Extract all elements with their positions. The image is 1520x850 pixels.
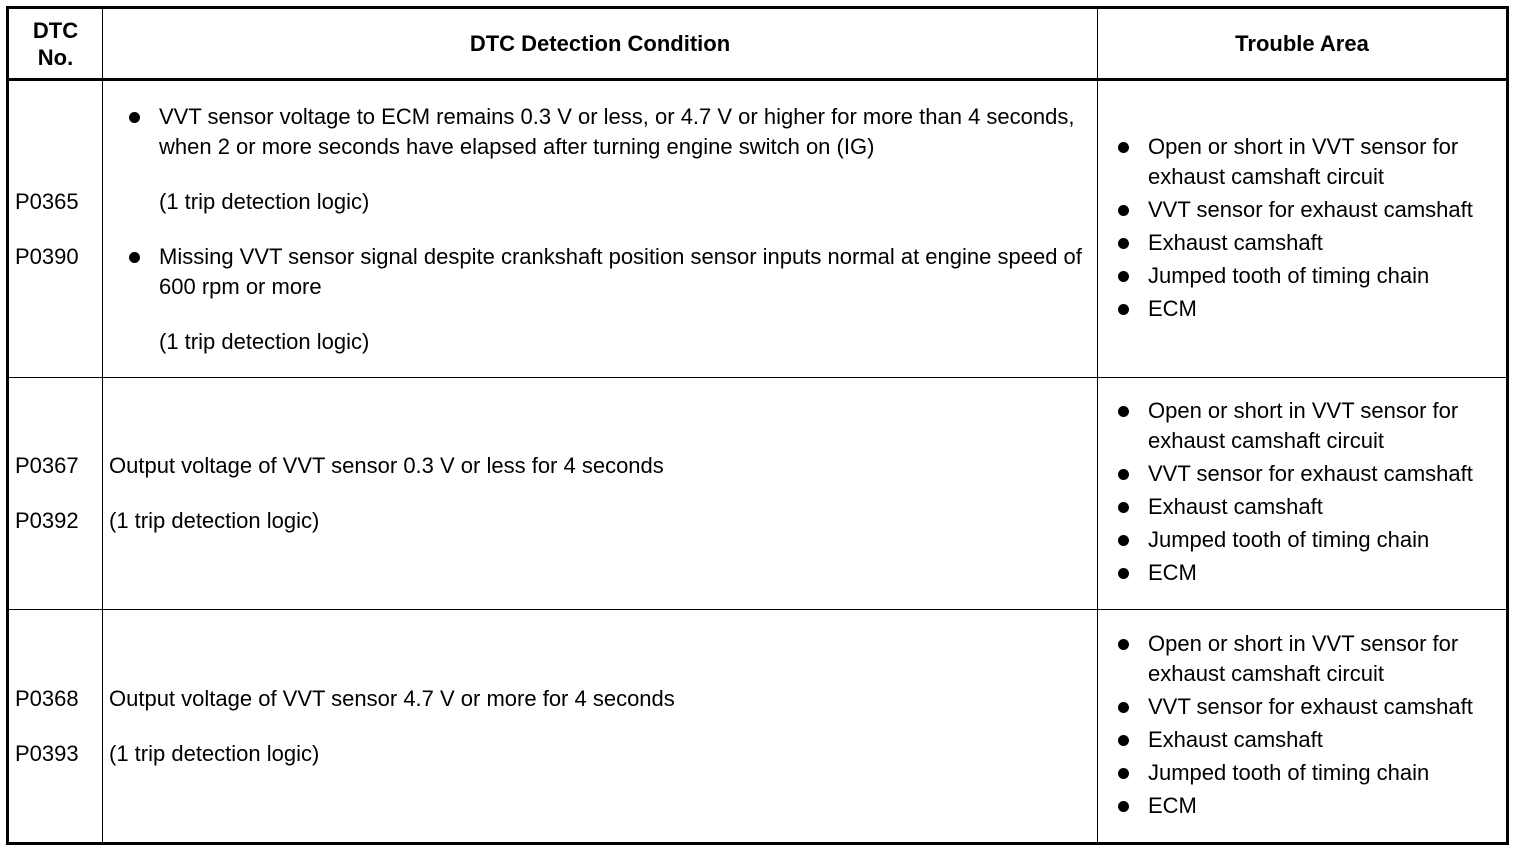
trouble-area-text: ECM — [1148, 560, 1197, 585]
condition-text: Missing VVT sensor signal despite crankshaft position sensor inputs normal at engine speed of 600 rpm or more — [159, 243, 1082, 299]
bullet-icon — [1118, 568, 1129, 579]
bullet-icon — [1118, 304, 1129, 315]
condition-list — [109, 102, 1085, 357]
trouble-area-item — [1148, 261, 1500, 291]
condition-text: Output voltage of VVT sensor 4.7 V or more for 4 seconds — [109, 685, 675, 711]
header-dtc-no — [8, 8, 103, 80]
trouble-area-list — [1148, 132, 1500, 324]
condition-logic: (1 trip detection logic) — [109, 508, 320, 533]
bullet-icon — [1118, 801, 1129, 812]
trouble-area-item — [1148, 558, 1500, 588]
bullet-icon — [1118, 238, 1129, 249]
dtc-code-cell — [8, 378, 103, 610]
trouble-area-item — [1148, 725, 1500, 755]
condition-logic: (1 trip detection logic) — [159, 328, 370, 354]
dtc-code: P0365 — [15, 188, 79, 214]
dtc-code: P0390 — [15, 243, 79, 269]
condition-item — [159, 242, 1085, 357]
bullet-icon — [1118, 205, 1129, 216]
trouble-area-cell — [1098, 610, 1508, 844]
trouble-area-text: Open or short in VVT sensor for exhaust camshaft circuit — [1148, 630, 1459, 686]
trouble-area-text: VVT sensor for exhaust camshaft — [1148, 196, 1473, 222]
bullet-icon — [1118, 639, 1129, 650]
trouble-area-item — [1148, 692, 1500, 722]
bullet-icon — [1118, 535, 1129, 546]
trouble-area-item — [1148, 758, 1500, 788]
trouble-area-text: Jumped tooth of timing chain — [1148, 759, 1430, 785]
header-dtc-no-label: DTC No. — [32, 17, 79, 70]
trouble-area-text: ECM — [1148, 792, 1197, 818]
trouble-area-text: Exhaust camshaft — [1148, 726, 1323, 752]
bullet-icon — [1118, 735, 1129, 746]
trouble-area-text: ECM — [1148, 295, 1197, 321]
trouble-area-list — [1148, 396, 1500, 588]
bullet-icon — [1118, 142, 1129, 153]
dtc-code: P0392 — [15, 508, 79, 533]
trouble-area-item — [1148, 396, 1500, 456]
trouble-area-text: Exhaust camshaft — [1148, 229, 1323, 255]
dtc-code-cell — [8, 610, 103, 844]
trouble-area-item — [1148, 294, 1500, 324]
trouble-area-item — [1148, 132, 1500, 192]
dtc-code: P0393 — [15, 740, 79, 766]
bullet-icon — [1118, 271, 1129, 282]
trouble-area-text: Exhaust camshaft — [1148, 494, 1323, 519]
condition-text: Output voltage of VVT sensor 0.3 V or less for 4 seconds — [109, 453, 664, 478]
bullet-icon — [1118, 702, 1129, 713]
trouble-area-item — [1148, 629, 1500, 689]
header-condition: DTC Detection Condition — [103, 8, 1098, 80]
header-trouble-area: Trouble Area — [1098, 8, 1508, 80]
trouble-area-item — [1148, 459, 1500, 489]
bullet-icon — [1118, 502, 1129, 513]
bullet-icon — [1118, 768, 1129, 779]
trouble-area-item — [1148, 228, 1500, 258]
trouble-area-text: Jumped tooth of timing chain — [1148, 527, 1430, 552]
trouble-area-text: VVT sensor for exhaust camshaft — [1148, 461, 1473, 486]
bullet-icon — [129, 252, 140, 263]
table-row — [8, 80, 1508, 378]
trouble-area-item — [1148, 492, 1500, 522]
dtc-table — [6, 6, 1509, 845]
condition-cell — [103, 80, 1098, 378]
trouble-area-text: Open or short in VVT sensor for exhaust camshaft circuit — [1148, 133, 1459, 189]
table-row — [8, 378, 1508, 610]
condition-text: VVT sensor voltage to ECM remains 0.3 V or less, or 4.7 V or higher for more than 4 seconds, when 2 or more seconds have elapsed after turning engine switch on (IG) — [159, 103, 1075, 159]
bullet-icon — [1118, 406, 1129, 417]
trouble-area-cell — [1098, 378, 1508, 610]
header-row — [8, 8, 1508, 80]
condition-cell — [103, 378, 1098, 610]
condition-item — [159, 102, 1085, 217]
trouble-area-text: Jumped tooth of timing chain — [1148, 262, 1430, 288]
dtc-code-cell — [8, 80, 103, 378]
condition-logic: (1 trip detection logic) — [159, 188, 370, 214]
condition-cell — [103, 610, 1098, 844]
table-row — [8, 610, 1508, 844]
trouble-area-text: Open or short in VVT sensor for exhaust camshaft circuit — [1148, 398, 1459, 453]
trouble-area-item — [1148, 525, 1500, 555]
trouble-area-item — [1148, 195, 1500, 225]
trouble-area-cell — [1098, 80, 1508, 378]
trouble-area-text: VVT sensor for exhaust camshaft — [1148, 693, 1473, 719]
condition-logic: (1 trip detection logic) — [109, 740, 320, 766]
trouble-area-item — [1148, 791, 1500, 821]
dtc-code: P0368 — [15, 685, 79, 711]
trouble-area-list — [1148, 629, 1500, 821]
bullet-icon — [1118, 469, 1129, 480]
dtc-code: P0367 — [15, 453, 79, 478]
bullet-icon — [129, 112, 140, 123]
